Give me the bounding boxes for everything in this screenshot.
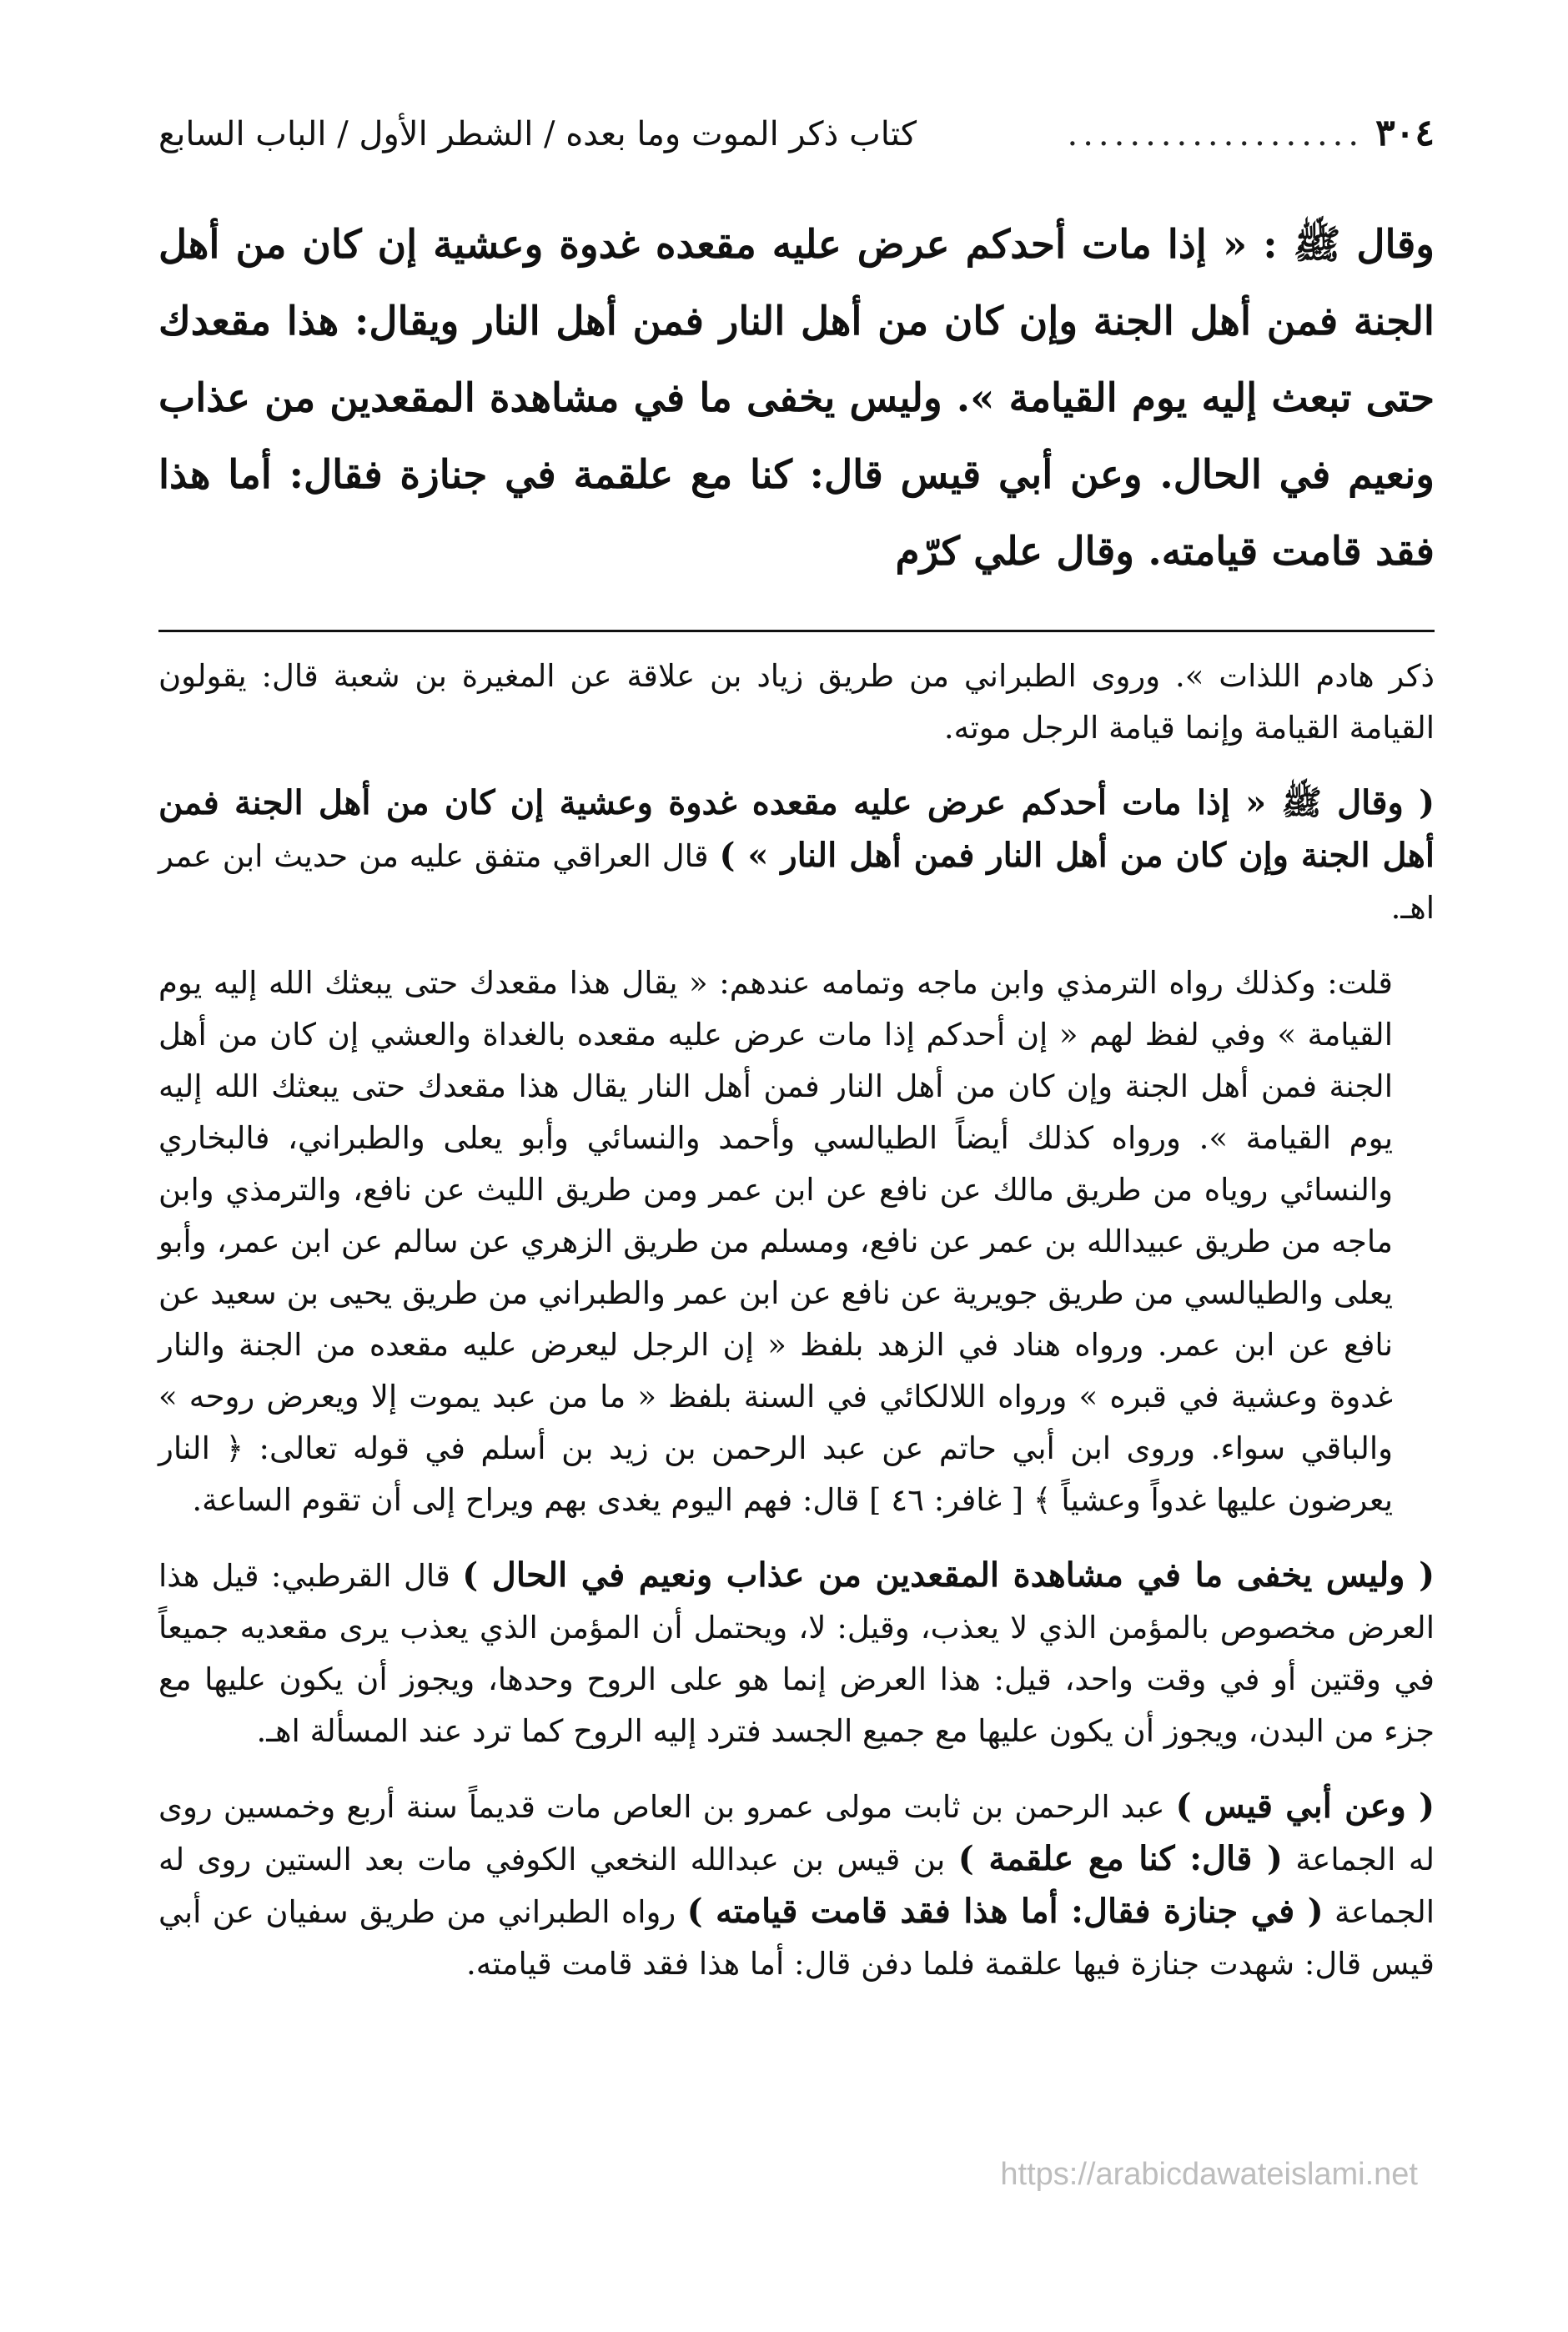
commentary-paragraph-4 [158, 1550, 1435, 1757]
quoted-text-lead: ( قال: كنا مع علقمة ) [957, 1839, 1283, 1878]
quoted-text-lead: ( وقال ﷺ « إذا مات أحدكم عرض عليه مقعده غدوة وعشية إن كان من أهل الجنة فمن أهل الجنة وإن كان من أهل النار فمن أهل النار » ) [158, 783, 1435, 875]
header-leader-dots: ................... [1067, 115, 1364, 153]
quoted-text-lead: ( وعن أبي قيس ) [1175, 1787, 1435, 1826]
quoted-text-lead: ( في جنازة فقال: أما هذا فقد قامت قيامته ) [686, 1892, 1324, 1931]
commentary-paragraph-3: قلت: وكذلك رواه الترمذي وابن ماجه وتمامه عندهم: « يقال هذا مقعدك حتى يبعثك الله إليه يوم القيامة » وفي لفظ لهم « إن أحدكم إذا مات عرض عليه مقعده بالغداة والعشي إن كان من أهل الجنة فمن أهل الجنة وإن كان من أهل النار فمن أهل النار يقال هذا مقعدك حتى يبعثك الله إليه يوم القيامة ». ورواه كذلك أيضاً الطيالسي وأحمد والنسائي وأبو يعلى والطبراني، فالبخاري والنسائي روياه من طريق مالك عن نافع عن ابن عمر ومن طريق الليث عن نافع، والترمذي وابن ماجه من طريق عبيدالله بن عمر عن نافع، ومسلم من طريق الزهري عن سالم عن ابن عمر، وأبو يعلى والطيالسي من طريق جويرية عن نافع عن ابن عمر والطبراني من طريق يحيى بن سعيد عن نافع عن ابن عمر. ورواه هناد في الزهد بلفظ « إن الرجل ليعرض عليه مقعده من الجنة والنار غدوة وعشية في قبره » ورواه اللالكائي في السنة بلفظ « ما من عبد يموت إلا ويعرض روحه » والباقي سواء. وروى ابن أبي حاتم عن عبد الرحمن بن زيد بن أسلم في قوله تعالى: ﴿ النار يعرضون عليها غدواً وعشياً ﴾ [ غافر: ٤٦ ] قال: فهم اليوم يغدى بهم ويراح إلى أن تقوم الساعة. [158, 965, 1393, 1518]
commentary-text: قال القرطبي: قيل هذا العرض مخصوص بالمؤمن الذي لا يعذب، وقيل: لا، ويحتمل أن المؤمن الذي يعذب يرى مقعديه جميعاً في وقتين أو في وقت واحد، قيل: هذا العرض إنما هو على الروح وحدها، ويجوز أن يكون عليها مع جزء من البدن، ويجوز أن يكون عليها مع جميع الجسد فترد إليه الروح كما ترد عند المسألة اهـ. [158, 1558, 1435, 1749]
running-header [158, 108, 1435, 167]
commentary-paragraph-1: ذكر هادم اللذات ». وروى الطبراني من طريق زياد بن علاقة عن المغيرة بن شعبة قال: يقولون القيامة القيامة وإنما قيامة الرجل موته. [158, 658, 1435, 746]
book-page [158, 108, 1435, 1990]
commentary-text: عبد الرحمن بن ثابت مولى عمرو بن العاص مات قديماً سنة أربع وخمسين روى له الجماعة [158, 1789, 1435, 1877]
commentary-text: رواه الطبراني من طريق سفيان عن أبي قيس قال: شهدت جنازة فيها علقمة فلما دفن قال: أما هذا فقد قامت قيامته. [158, 1894, 1435, 1982]
running-title: كتاب ذكر الموت وما بعده / الشطر الأول / الباب السابع [158, 115, 917, 153]
main-text: وقال ﷺ : « إذا مات أحدكم عرض عليه مقعده غدوة وعشية إن كان من أهل الجنة فمن أهل الجنة وإن كان من أهل النار فمن أهل النار ويقال: هذا مقعدك حتى تبعث إليه يوم القيامة ». وليس يخفى ما في مشاهدة المقعدين من عذاب ونعيم في الحال. وعن أبي قيس قال: كنا مع علقمة في جنازة فقال: أما هذا فقد قامت قيامته. وقال علي كرّم [158, 222, 1435, 575]
commentary-text: بن قيس بن عبدالله النخعي الكوفي مات بعد الستين روى له الجماعة [158, 1842, 1435, 1930]
commentary-paragraph-5 [158, 1781, 1435, 1990]
commentary [158, 651, 1435, 1990]
commentary-text: قال العراقي متفق عليه من حديث ابن عمر اهـ. [158, 838, 1435, 926]
commentary-paragraph-2 [158, 777, 1435, 934]
page-number: ٣٠٤ [1375, 112, 1435, 154]
footnote-separator [158, 630, 1435, 632]
site-watermark: https://arabicdawateislami.net [1000, 2157, 1418, 2192]
quoted-text-lead: ( وليس يخفى ما في مشاهدة المقعدين من عذاب ونعيم في الحال ) [462, 1556, 1435, 1595]
